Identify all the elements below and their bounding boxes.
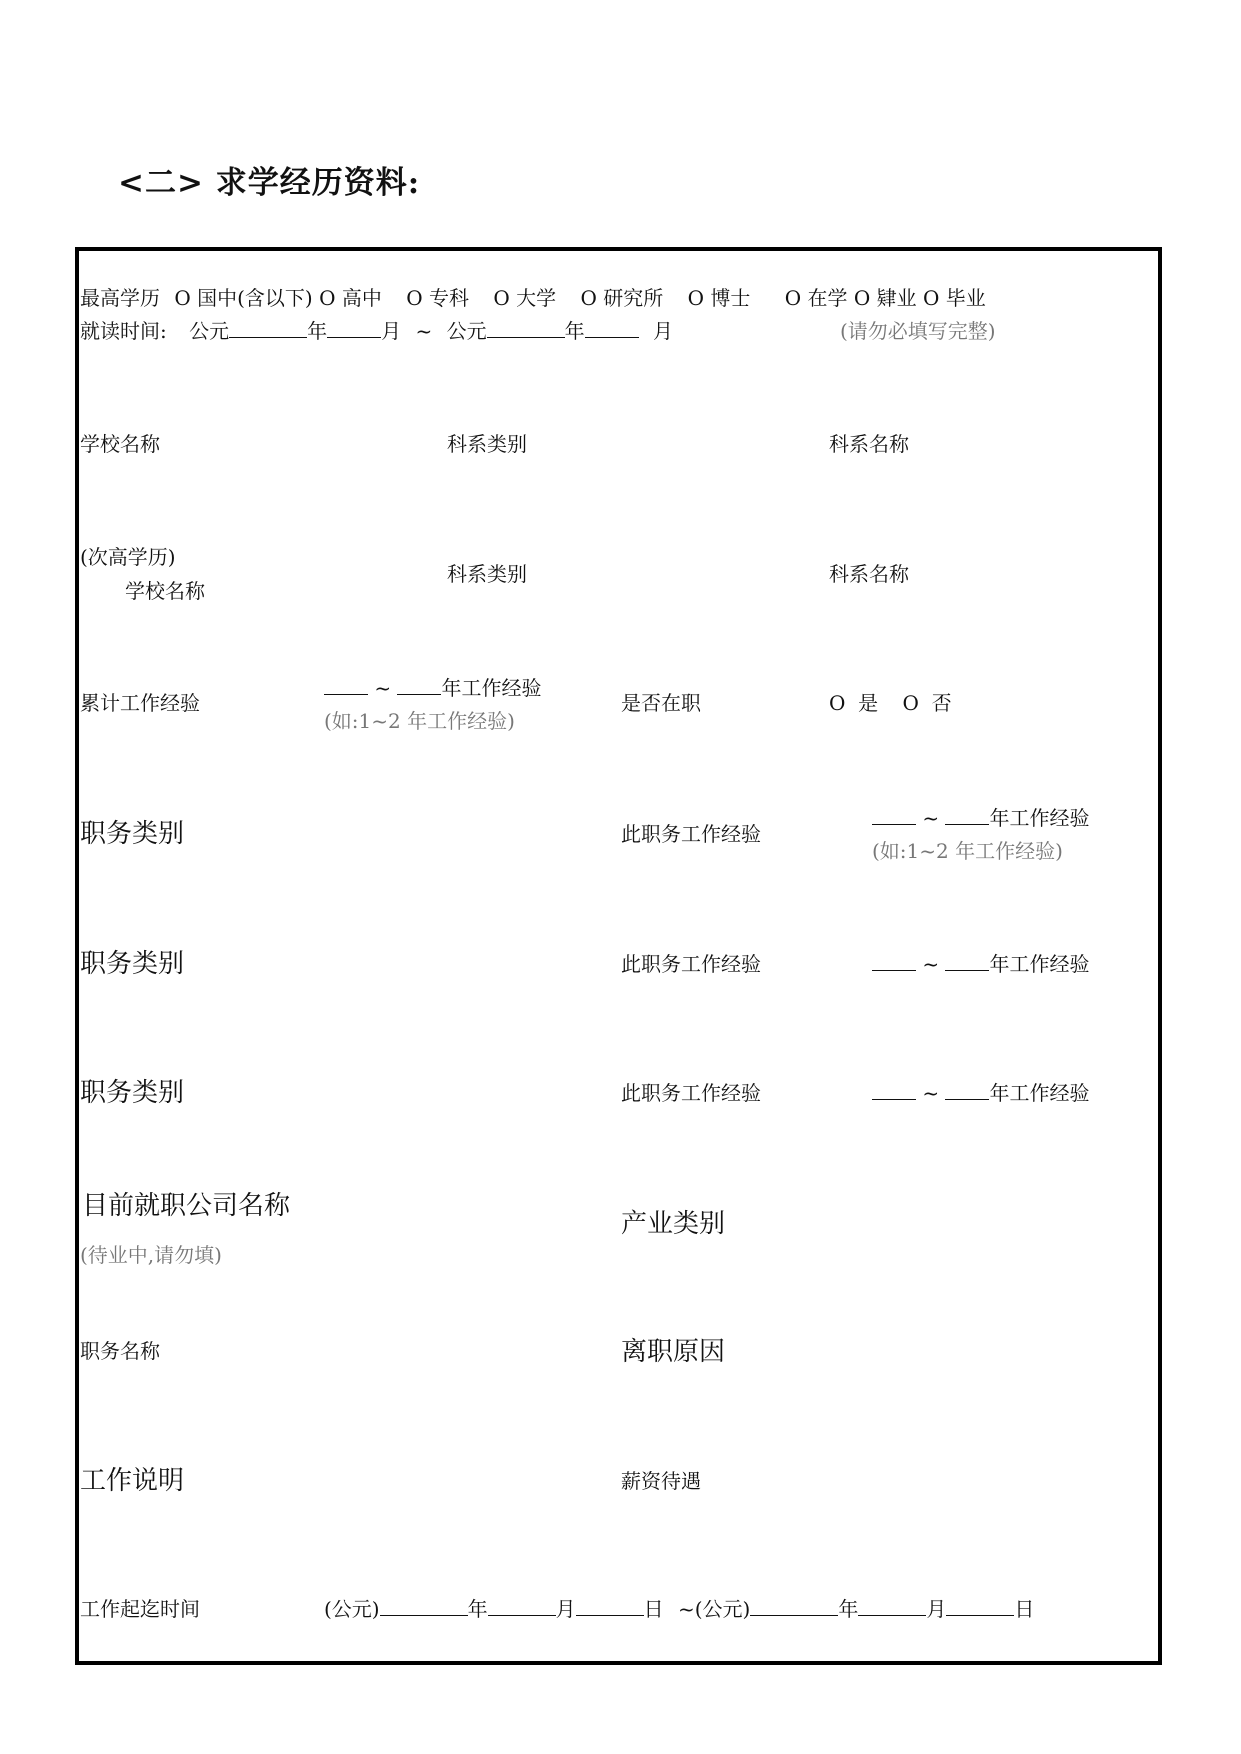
job-experience-range-3: ~ 年工作经验	[872, 1083, 1089, 1103]
min-years-blank[interactable]	[872, 823, 916, 825]
max-years-blank[interactable]	[945, 1098, 989, 1100]
study-period-row	[80, 321, 673, 341]
job-experience-example-1: (如:1~2 年工作经验)	[872, 839, 1063, 863]
end-year-blank[interactable]	[750, 1614, 838, 1616]
end-year-blank[interactable]	[487, 336, 565, 338]
job-category-label-2: 职务类别	[80, 949, 185, 979]
month-label: 月	[926, 1597, 947, 1621]
year-label: 年	[564, 319, 585, 343]
employed-label: 是否在职	[621, 691, 701, 715]
start-day-blank[interactable]	[576, 1614, 644, 1616]
radio-graduate-school[interactable]: O 研究所	[580, 286, 664, 310]
end-month-blank[interactable]	[858, 1614, 926, 1616]
salary-label: 薪资待遇	[621, 1469, 701, 1493]
max-years-blank[interactable]	[945, 969, 989, 971]
start-year-blank[interactable]	[380, 1614, 468, 1616]
current-company-label: 目前就职公司名称	[82, 1191, 291, 1221]
section-title: <二> 求学经历资料:	[118, 165, 421, 201]
highest-education-row	[80, 288, 986, 308]
experience-example: (如:1~2 年工作经验)	[324, 709, 515, 733]
min-years-blank[interactable]	[872, 1098, 916, 1100]
day-label: 日	[1014, 1597, 1035, 1621]
radio-doctorate[interactable]: O 博士	[687, 286, 751, 310]
job-experience-range-1: ~ 年工作经验	[872, 808, 1089, 828]
radio-graduated[interactable]: O 毕业	[922, 286, 986, 310]
job-category-label-1: 职务类别	[80, 819, 185, 849]
work-period-label: 工作起迄时间	[80, 1597, 200, 1621]
job-experience-label-1: 此职务工作经验	[621, 822, 761, 846]
job-description-label: 工作说明	[80, 1466, 185, 1496]
second-dept-category-label: 科系类别	[447, 562, 527, 586]
period-note: (请勿必填写完整)	[840, 319, 996, 343]
min-years-blank[interactable]	[324, 693, 368, 695]
current-company-note: (待业中,请勿填)	[80, 1243, 222, 1267]
job-experience-label-3: 此职务工作经验	[621, 1081, 761, 1105]
min-years-blank[interactable]	[872, 969, 916, 971]
second-dept-name-label: 科系名称	[829, 562, 909, 586]
radio-incomplete[interactable]: O 肄业	[853, 286, 917, 310]
tilde: ~	[374, 676, 392, 700]
study-period-label: 就读时间:	[80, 319, 167, 343]
tilde: ~	[415, 319, 433, 343]
year-label: 年	[307, 319, 328, 343]
industry-label: 产业类别	[621, 1209, 726, 1239]
job-category-label-3: 职务类别	[80, 1078, 185, 1108]
ad-label: (公元)	[324, 1597, 380, 1621]
max-years-blank[interactable]	[397, 693, 441, 695]
ad-label: 公元	[189, 319, 230, 343]
tilde: ~	[677, 1597, 695, 1621]
radio-university[interactable]: O 大学	[493, 286, 557, 310]
second-school-name-label: 学校名称	[125, 579, 205, 603]
start-year-blank[interactable]	[229, 336, 307, 338]
leave-reason-label: 离职原因	[621, 1337, 726, 1367]
month-label: 月	[555, 1597, 576, 1621]
job-title-label: 职务名称	[80, 1339, 160, 1363]
radio-senior-high[interactable]: O 高中	[319, 286, 382, 310]
end-day-blank[interactable]	[946, 1614, 1014, 1616]
total-experience-range	[324, 678, 541, 698]
max-years-blank[interactable]	[945, 823, 989, 825]
radio-employed-yes[interactable]: O 是	[829, 691, 879, 715]
ad-label: 公元	[446, 319, 487, 343]
year-label: 年	[467, 1597, 488, 1621]
day-label: 日	[643, 1597, 664, 1621]
radio-employed-no[interactable]: O 否	[902, 691, 952, 715]
dept-name-label: 科系名称	[829, 432, 909, 456]
month-label: 月	[652, 319, 673, 343]
start-month-blank[interactable]	[327, 336, 381, 338]
year-label: 年	[838, 1597, 859, 1621]
employed-options	[829, 693, 952, 713]
month-label: 月	[381, 319, 402, 343]
start-month-blank[interactable]	[488, 1614, 556, 1616]
job-experience-label-2: 此职务工作经验	[621, 952, 761, 976]
job-experience-range-2: ~ 年工作经验	[872, 954, 1089, 974]
radio-enrolled[interactable]: O 在学	[784, 286, 848, 310]
ad-label: (公元)	[694, 1597, 751, 1621]
work-period-fields	[324, 1599, 1034, 1619]
total-experience-label: 累计工作经验	[80, 691, 200, 715]
second-education-prefix: (次高学历)	[80, 545, 176, 569]
radio-junior-high[interactable]: O 国中(含以下)	[174, 286, 313, 310]
years-suffix: 年工作经验	[441, 676, 542, 700]
dept-category-label: 科系类别	[447, 432, 527, 456]
end-month-blank[interactable]	[585, 336, 639, 338]
highest-education-label: 最高学历	[80, 286, 160, 310]
radio-college[interactable]: O 专科	[406, 286, 469, 310]
school-name-label: 学校名称	[80, 432, 160, 456]
